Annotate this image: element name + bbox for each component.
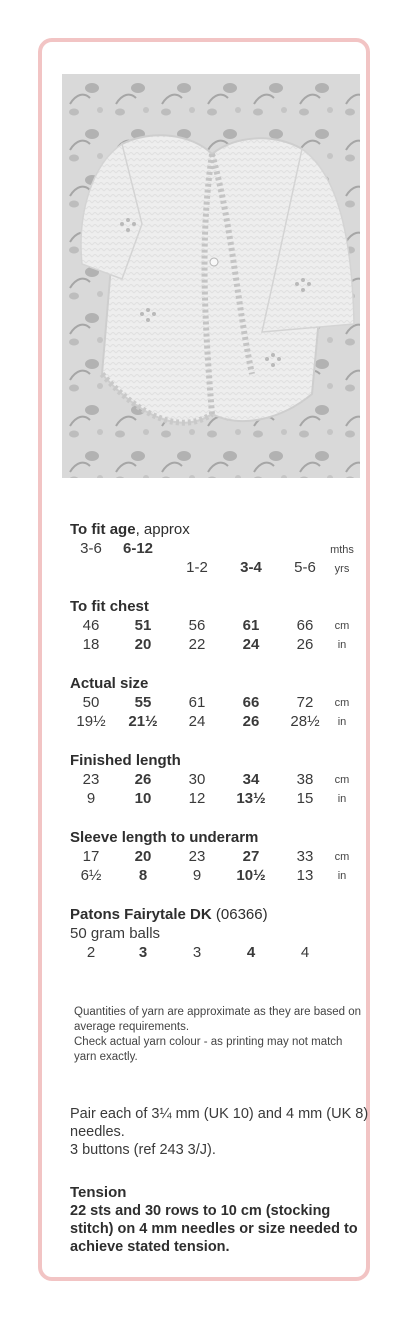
actual-cm-value: 55 <box>134 694 152 711</box>
sleeve-cm-value: 23 <box>188 848 206 865</box>
unit-cm: cm <box>334 697 350 709</box>
actual-in-value: 28½ <box>290 713 320 730</box>
yarn-balls-value: 3 <box>192 944 202 961</box>
chest-in-value: 20 <box>134 636 152 653</box>
sleeve-cm-value: 17 <box>82 848 100 865</box>
buttons-text: 3 buttons (ref 243 3/J). <box>70 1142 216 1158</box>
yarn-ball-weight: 50 gram balls <box>70 925 161 942</box>
needles-text: Pair each of 3¼ mm (UK 10) and 4 mm (UK 8) needles. <box>70 1106 369 1140</box>
age-value: 3-6 <box>80 540 102 557</box>
chest-in-value: 18 <box>82 636 100 653</box>
length-in-value: 13½ <box>236 790 266 807</box>
chest-cm-value: 66 <box>296 617 314 634</box>
chest-in-value: 24 <box>242 636 260 653</box>
unit-in: in <box>337 870 347 882</box>
length-in-value: 15 <box>296 790 314 807</box>
sleeve-in-value: 10½ <box>236 867 266 884</box>
sleeve-cm-value: 33 <box>296 848 314 865</box>
unit-cm: cm <box>334 851 350 863</box>
yarn-balls-value: 4 <box>300 944 310 961</box>
actual-in-value: 24 <box>188 713 206 730</box>
age-heading: To fit age, approx <box>70 521 190 538</box>
actual-cm-value: 50 <box>82 694 100 711</box>
sleeve-in-value: 9 <box>192 867 202 884</box>
actual-cm-value: 66 <box>242 694 260 711</box>
actual-size-heading: Actual size <box>70 675 149 692</box>
unit-in: in <box>337 639 347 651</box>
age-value: 3-4 <box>240 559 262 576</box>
length-in-value: 12 <box>188 790 206 807</box>
length-in-value: 9 <box>86 790 96 807</box>
chest-cm-value: 56 <box>188 617 206 634</box>
sleeve-in-value: 13 <box>296 867 314 884</box>
chest-cm-value: 61 <box>242 617 260 634</box>
chest-heading: To fit chest <box>70 598 149 615</box>
sleeve-length-heading: Sleeve length to underarm <box>70 829 259 846</box>
length-cm-value: 30 <box>188 771 206 788</box>
age-value: 1-2 <box>186 559 208 576</box>
unit-yrs: yrs <box>334 563 350 575</box>
age-value: 5-6 <box>294 559 316 576</box>
sleeve-cm-value: 27 <box>242 848 260 865</box>
chest-in-value: 26 <box>296 636 314 653</box>
actual-in-value: 21½ <box>128 713 158 730</box>
length-cm-value: 23 <box>82 771 100 788</box>
actual-cm-value: 61 <box>188 694 206 711</box>
chest-cm-value: 46 <box>82 617 100 634</box>
yarn-balls-value: 4 <box>246 944 256 961</box>
yarn-balls-value: 3 <box>138 944 148 961</box>
sleeve-in-value: 6½ <box>80 867 102 884</box>
chest-in-value: 22 <box>188 636 206 653</box>
tension-text: 22 sts and 30 rows to 10 cm (stocking stitch) on 4 mm needles or size needed to achieve stated tension. <box>70 1203 358 1255</box>
length-cm-value: 26 <box>134 771 152 788</box>
yarn-balls-value: 2 <box>86 944 96 961</box>
length-in-value: 10 <box>134 790 152 807</box>
unit-in: in <box>337 793 347 805</box>
unit-cm: cm <box>334 774 350 786</box>
sleeve-in-value: 8 <box>138 867 148 884</box>
length-cm-value: 34 <box>242 771 260 788</box>
actual-cm-value: 72 <box>296 694 314 711</box>
finished-length-heading: Finished length <box>70 752 181 769</box>
actual-in-value: 26 <box>242 713 260 730</box>
actual-in-value: 19½ <box>76 713 106 730</box>
cardigan-photo <box>62 74 360 478</box>
sleeve-cm-value: 20 <box>134 848 152 865</box>
length-cm-value: 38 <box>296 771 314 788</box>
tension-heading: Tension <box>70 1184 127 1201</box>
chest-cm-value: 51 <box>134 617 152 634</box>
unit-in: in <box>337 716 347 728</box>
age-value: 6-12 <box>122 540 154 557</box>
unit-cm: cm <box>334 620 350 632</box>
yarn-heading: Patons Fairytale DK (06366) <box>70 906 268 923</box>
unit-mths: mths <box>330 544 354 556</box>
knitted-cardigan-photo-icon <box>62 74 360 478</box>
yarn-colour-note: Check actual yarn colour - as printing may not match yarn exactly. <box>74 1036 343 1063</box>
yarn-quantity-note: Quantities of yarn are approximate as they are based on average requirements. <box>74 1006 362 1033</box>
